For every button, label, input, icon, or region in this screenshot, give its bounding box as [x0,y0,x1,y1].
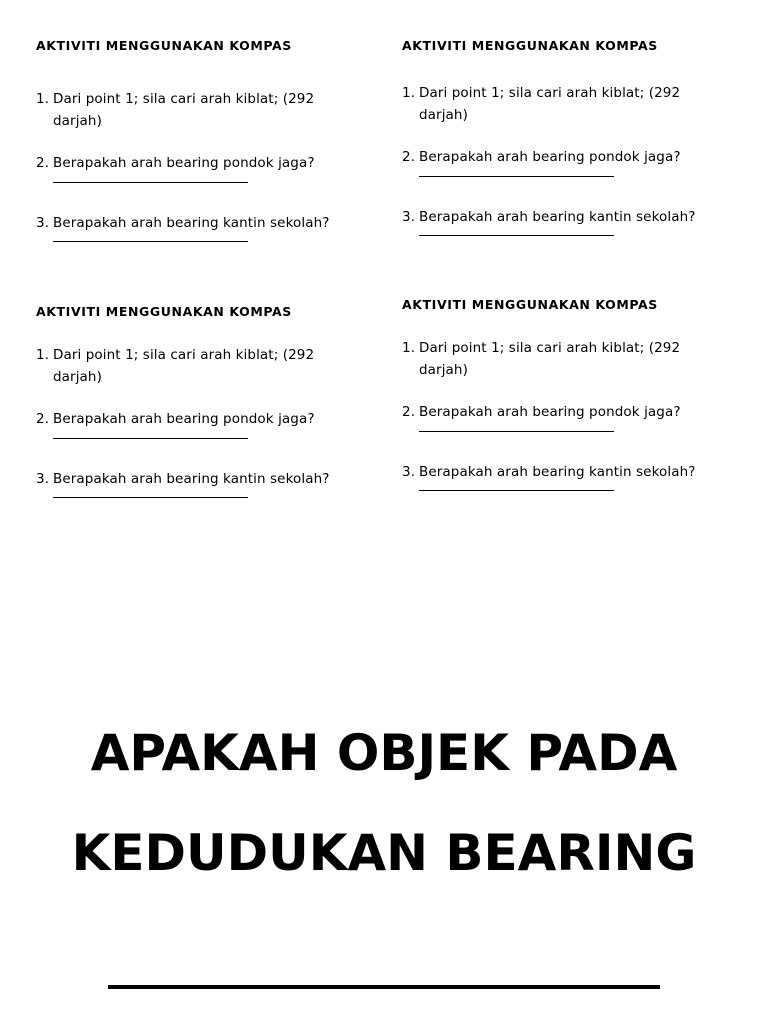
answer-line[interactable] [53,182,248,183]
prompt-answer-line[interactable] [108,985,660,989]
question-text: Dari point 1; sila cari arah kiblat; (292 darjah) [419,340,681,378]
activity-title: AKTIVITI MENGGUNAKAN KOMPAS [402,297,658,312]
activity-block-3 [36,304,346,498]
question-item [36,408,346,430]
question-item [402,146,712,168]
activity-title: AKTIVITI MENGGUNAKAN KOMPAS [36,38,292,53]
question-text: Berapakah arah bearing kantin sekolah? [53,471,330,487]
activity-block-2 [402,38,712,236]
question-number: 2. [36,155,50,171]
question-text: Dari point 1; sila cari arah kiblat; (292 darjah) [53,91,315,129]
question-number: 1. [36,91,50,107]
question-text: Berapakah arah bearing kantin sekolah? [419,209,696,225]
question-text: Berapakah arah bearing kantin sekolah? [53,215,330,231]
question-text: Berapakah arah bearing pondok jaga? [53,411,315,427]
question-list [36,344,346,498]
answer-line[interactable] [419,431,614,432]
answer-line[interactable] [419,176,614,177]
question-text: Berapakah arah bearing kantin sekolah? [419,464,696,480]
question-number: 2. [402,404,416,420]
question-item [402,401,712,423]
question-text: Berapakah arah bearing pondok jaga? [419,149,681,165]
question-list [402,82,712,236]
question-item [402,82,712,126]
question-number: 1. [402,340,416,356]
question-number: 2. [402,149,416,165]
answer-line[interactable] [53,497,248,498]
activity-title: AKTIVITI MENGGUNAKAN KOMPAS [402,38,658,53]
question-number: 1. [36,347,50,363]
answer-line[interactable] [53,438,248,439]
question-number: 3. [402,464,416,480]
question-text: Berapakah arah bearing pondok jaga? [419,404,681,420]
question-item [402,461,712,483]
question-number: 1. [402,85,416,101]
question-item [36,152,346,174]
answer-line[interactable] [53,241,248,242]
activity-title: AKTIVITI MENGGUNAKAN KOMPAS [36,304,292,319]
question-item [402,206,712,228]
question-text: Berapakah arah bearing pondok jaga? [53,155,315,171]
question-number: 3. [36,215,50,231]
question-number: 3. [36,471,50,487]
question-list [402,337,712,491]
question-text: Dari point 1; sila cari arah kiblat; (292 darjah) [53,347,315,385]
activity-block-4 [402,297,712,491]
activity-block-1 [36,38,346,242]
question-item [36,212,346,234]
question-item [36,468,346,490]
answer-line[interactable] [419,490,614,491]
question-list [36,88,346,242]
prompt-line-1: APAKAH OBJEK PADA [90,724,678,782]
question-item [36,344,346,388]
prompt-line-2: KEDUDUKAN BEARING [71,824,697,882]
question-number: 2. [36,411,50,427]
question-number: 3. [402,209,416,225]
answer-line[interactable] [419,235,614,236]
question-text: Dari point 1; sila cari arah kiblat; (292 darjah) [419,85,681,123]
question-item [402,337,712,381]
question-item [36,88,346,132]
